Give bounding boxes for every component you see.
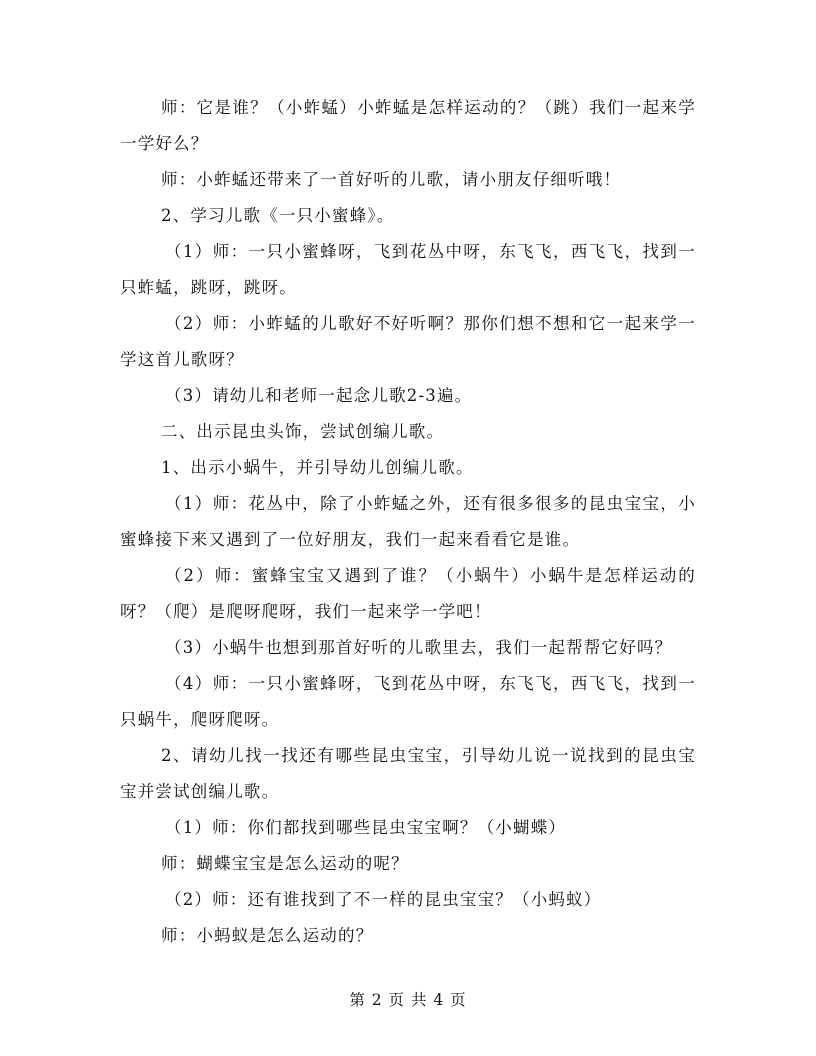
paragraph: （2）师：小蚱蜢的儿歌好不好听啊？那你们想不想和它一起来学一学这首儿歌呀？ <box>120 314 696 369</box>
paragraph: 师：蝴蝶宝宝是怎么运动的呢？ <box>161 854 409 873</box>
paragraph: 师：它是谁？（小蚱蜢）小蚱蜢是怎样运动的？（跳）我们一起来学一学好么？ <box>120 98 696 153</box>
paragraph: （1）师：你们都找到哪些昆虫宝宝啊？（小蝴蝶） <box>165 818 567 837</box>
paragraph: 2、请幼儿找一找还有哪些昆虫宝宝，引导幼儿说一说找到的昆虫宝宝并尝试创编儿歌。 <box>120 746 696 801</box>
paragraph: 师：小蚱蜢还带来了一首好听的儿歌，请小朋友仔细听哦！ <box>161 170 622 189</box>
paragraph: （1）师：一只小蜜蜂呀，飞到花丛中呀，东飞飞，西飞飞，找到一只蚱蜢，跳呀，跳呀。 <box>120 242 696 297</box>
paragraph: （4）师：一只小蜜蜂呀，飞到花丛中呀，东飞飞，西飞飞，找到一只蜗牛，爬呀爬呀。 <box>120 674 696 729</box>
paragraph: 2、学习儿歌《一只小蜜蜂》。 <box>161 206 395 225</box>
paragraph: （3）请幼儿和老师一起念儿歌2-3遍。 <box>165 386 473 405</box>
page-number-footer: 第 2 页 共 4 页 <box>349 991 467 1009</box>
paragraph: （2）师：还有谁找到了不一样的昆虫宝宝？（小蚂蚁） <box>165 890 602 909</box>
paragraph: 师：小蚂蚁是怎么运动的？ <box>161 926 374 945</box>
document-body <box>120 90 696 954</box>
paragraph: （2）师：蜜蜂宝宝又遇到了谁？（小蜗牛）小蜗牛是怎样运动的呀？（爬）是爬呀爬呀，我们一起来学一学吧！ <box>120 566 696 621</box>
paragraph: （3）小蜗牛也想到那首好听的儿歌里去，我们一起帮帮它好吗？ <box>165 638 673 657</box>
paragraph: 二、出示昆虫头饰，尝试创编儿歌。 <box>161 422 445 441</box>
paragraph: （1）师：花丛中，除了小蚱蜢之外，还有很多很多的昆虫宝宝，小蜜蜂接下来又遇到了一位好朋友，我们一起来看看它是谁。 <box>120 494 696 549</box>
paragraph: 1、出示小蜗牛，并引导幼儿创编儿歌。 <box>161 458 474 477</box>
